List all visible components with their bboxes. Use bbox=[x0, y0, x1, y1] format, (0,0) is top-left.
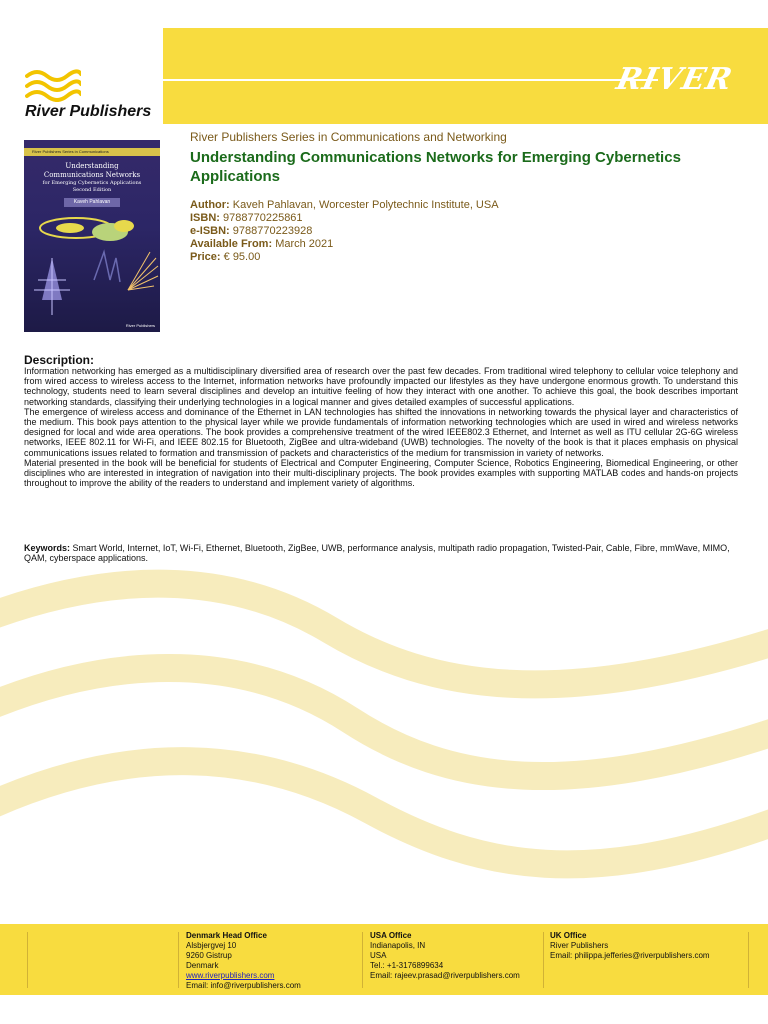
book-title: Understanding Communications Networks for Emerging Cybernetics Applications bbox=[190, 149, 681, 185]
header-banner bbox=[163, 28, 768, 124]
brand-name: River Publishers bbox=[25, 103, 152, 120]
book-meta bbox=[190, 199, 499, 264]
cover-title-line2: Communications Networks bbox=[43, 171, 141, 179]
usa-email: Email: rajeev.prasad@riverpublishers.com bbox=[370, 971, 520, 980]
usa-address-line: Indianapolis, IN bbox=[370, 941, 426, 950]
uk-email: Email: philippa.jefferies@riverpublishers.com bbox=[550, 951, 710, 960]
cover-edition: Second Edition bbox=[72, 187, 112, 193]
cover-artwork bbox=[24, 140, 160, 332]
cover-author: Kaveh Pahlavan bbox=[64, 198, 120, 207]
cover-title-line3: for Emerging Cybernetics Applications bbox=[42, 180, 142, 186]
description-body bbox=[24, 366, 738, 488]
series-name: River Publishers Series in Communications and Networking bbox=[190, 130, 507, 144]
denmark-address-line: 9260 Gistrup bbox=[186, 951, 232, 960]
denmark-address-line: Denmark bbox=[186, 961, 219, 970]
keywords-text: Smart World, Internet, IoT, Wi-Fi, Ethernet, Bluetooth, ZigBee, UWB, performance analysis, multipath radio propagation, Twisted-Pair, Cable, Fibre, mmWave, MIMO, QAM, cyberspace applications. bbox=[24, 543, 730, 564]
banner-line bbox=[163, 79, 658, 81]
denmark-address-line: Alsbjergvej 10 bbox=[186, 941, 237, 950]
usa-office-heading: USA Office bbox=[370, 931, 412, 940]
price-label: Price: bbox=[190, 251, 221, 263]
footer-offices bbox=[0, 924, 768, 995]
author-label: Author: bbox=[190, 199, 230, 211]
banner-river-script: RIVER bbox=[613, 62, 736, 97]
keywords-label: Keywords: bbox=[24, 543, 71, 553]
keywords bbox=[24, 543, 738, 563]
isbn-value: 9788770225861 bbox=[223, 212, 303, 224]
cover-series-text: River Publishers Series in Communications bbox=[32, 149, 109, 154]
uk-office bbox=[550, 931, 710, 961]
available-label: Available From: bbox=[190, 238, 273, 250]
eisbn-value: 9788770223928 bbox=[232, 225, 313, 237]
uk-address-line: River Publishers bbox=[550, 941, 609, 950]
description-paragraph: The emergence of wireless access and dominance of the Ethernet in LAN technologies has shifted the innovations in networking towards the physical layer and characteristics of the medium. This book pays attention to the physical layer while we provide fundamentals of information networking technologies which are used in wired and wireless networks designed for local and wide area operations. The book provides a comprehensive treatment of the wired IEEE802.3 Ethernet, and Internet as well as ITU cellular 2G-6G wireless networks, IEEE 802.11 for Wi-Fi, and IEEE 802.15 for Bluetooth, ZigBee and ultra-wideband (UWB) technologies. The novelty of the book is that it places emphasis on physical communications issues related to formation and transmission of packets and characteristics of the medium for transmission in variety of networks. bbox=[24, 406, 738, 458]
description-heading: Description: bbox=[24, 353, 95, 367]
description-paragraph: Material presented in the book will be beneficial for students of Electrical and Computer Engineering, Computer Science, Robotics Engineering, Biomedical Engineering, or other disciplines who are interested in integration of navigation into their multi-disciplinary projects. The book provides examples with supporting MATLAB codes and hands-on projects throughout to improve the ability of the readers to understand and implement variety of algorithms. bbox=[24, 457, 738, 489]
usa-address-line: USA bbox=[370, 951, 387, 960]
author-value: Kaveh Pahlavan, Worcester Polytechnic Institute, USA bbox=[232, 199, 499, 211]
eisbn-label: e-ISBN: bbox=[190, 225, 230, 237]
website-link[interactable]: www.riverpublishers.com bbox=[186, 971, 275, 980]
footer-divider bbox=[178, 932, 179, 988]
uk-office-heading: UK Office bbox=[550, 931, 587, 940]
cover-publisher: River Publishers bbox=[125, 323, 155, 328]
cover-title-line1: Understanding bbox=[65, 162, 119, 170]
available-value: March 2021 bbox=[275, 238, 334, 250]
denmark-office-heading: Denmark Head Office bbox=[186, 931, 267, 940]
footer-divider bbox=[748, 932, 749, 988]
isbn-label: ISBN: bbox=[190, 212, 220, 224]
usa-phone: Tel.: +1-3176899634 bbox=[370, 961, 444, 970]
footer-divider bbox=[543, 932, 544, 988]
book-cover-image bbox=[24, 140, 160, 332]
usa-office bbox=[370, 931, 520, 981]
denmark-office bbox=[186, 931, 301, 991]
footer-divider bbox=[27, 932, 28, 988]
river-logo-icon bbox=[25, 68, 81, 102]
footer-divider bbox=[362, 932, 363, 988]
background-waves bbox=[0, 560, 768, 900]
price-value: € 95.00 bbox=[223, 251, 261, 263]
description-paragraph: Information networking has emerged as a multidisciplinary diversified area of research over the past few decades. From traditional wired telephony to cellular voice telephony and from wired access to wireless access to the Internet, information networks have profoundly impacted our lifestyles as they have undergone enormous growth. To understand this technology, students need to learn several disciplines and develop an intuitive feeling of how they interact with one another. To achieve this goal, the book describes important networking standards, classifying their underlying technologies in a logical manner and gives detailed examples of successful applications. bbox=[24, 366, 738, 407]
denmark-email: Email: info@riverpublishers.com bbox=[186, 981, 301, 990]
